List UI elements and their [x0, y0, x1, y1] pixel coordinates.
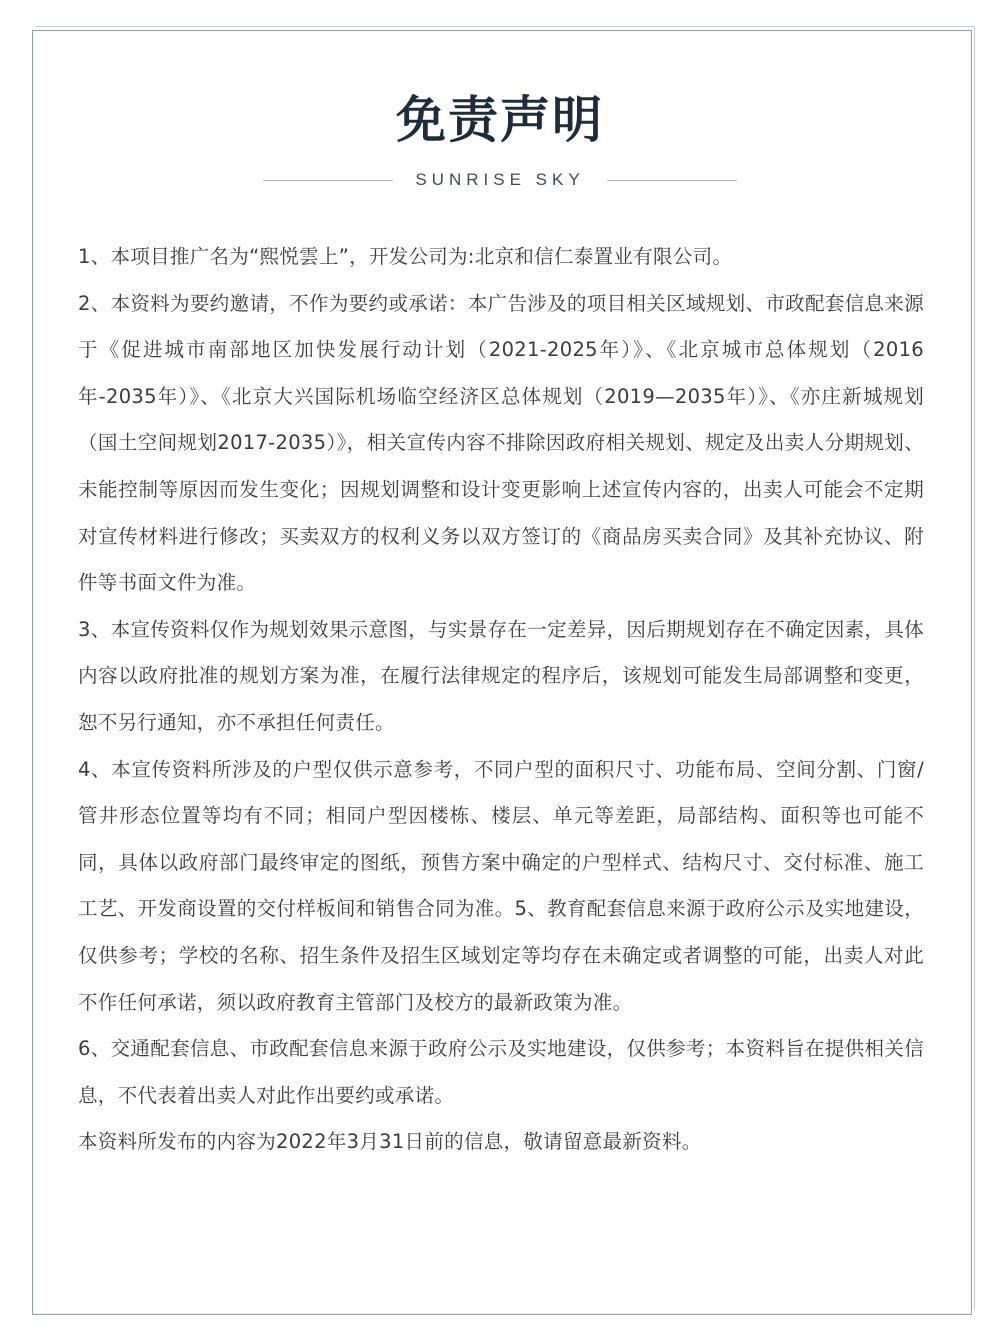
divider-left	[263, 180, 393, 181]
disclaimer-paragraph-1: 1、本项目推广名为“熙悦雲上”，开发公司为:北京和信仁泰置业有限公司。	[78, 245, 733, 268]
subtitle-row	[0, 168, 1000, 192]
disclaimer-paragraph-3: 3、本宣传资料仅作为规划效果示意图，与实景存在一定差异，因后期规划存在不确定因素，具体内容以政府批准的规划方案为准，在履行法律规定的程序后，该规划可能发生局部调整和变更，恕不另行通知，亦不承担任何责任。	[78, 617, 924, 734]
page-title: 免责声明	[396, 91, 604, 149]
brand-subtitle: SUNRISE SKY	[415, 170, 585, 189]
disclaimer-body	[78, 234, 924, 1166]
disclaimer-paragraph-4: 4、本宣传资料所涉及的户型仅供示意参考，不同户型的面积尺寸、功能布局、空间分割、门窗/管井形态位置等均有不同；相同户型因楼栋、楼层、单元等差距，局部结构、面积等也可能不同，具体以政府部门最终审定的图纸，预售方案中确定的户型样式、结构尺寸、交付标准、施工工艺、开发商设置的交付样板间和销售合同为准。5、教育配套信息来源于政府公示及实地建设，仅供参考；学校的名称、招生条件及招生区域划定等均存在未确定或者调整的可能，出卖人对此不作任何承诺，须以政府教育主管部门及校方的最新政策为准。	[78, 757, 924, 1014]
disclaimer-paragraph-2: 2、本资料为要约邀请，不作为要约或承诺：本广告涉及的项目相关区域规划、市政配套信息来源于《促进城市南部地区加快发展行动计划（2021-2025年）》、《北京城市总体规划（2016年-2035年）》、《北京大兴国际机场临空经济区总体规划（2019—2035年）》、《亦庄新城规划（国土空间规划2017-2035）》，相关宣传内容不排除因政府相关规划、规定及出卖人分期规划、未能控制等原因而发生变化；因规划调整和设计变更影响上述宣传内容的，出卖人可能会不定期对宣传材料进行修改；买卖双方的权利义务以双方签订的《商品房买卖合同》及其补充协议、附件等书面文件为准。	[78, 291, 924, 595]
disclaimer-paragraph-6: 6、交通配套信息、市政配套信息来源于政府公示及实地建设，仅供参考；本资料旨在提供相关信息，不代表着出卖人对此作出要约或承诺。	[78, 1037, 924, 1107]
divider-right	[607, 180, 737, 181]
disclaimer-date-note: 本资料所发布的内容为2022年3月31日前的信息，敬请留意最新资料。	[78, 1130, 702, 1154]
